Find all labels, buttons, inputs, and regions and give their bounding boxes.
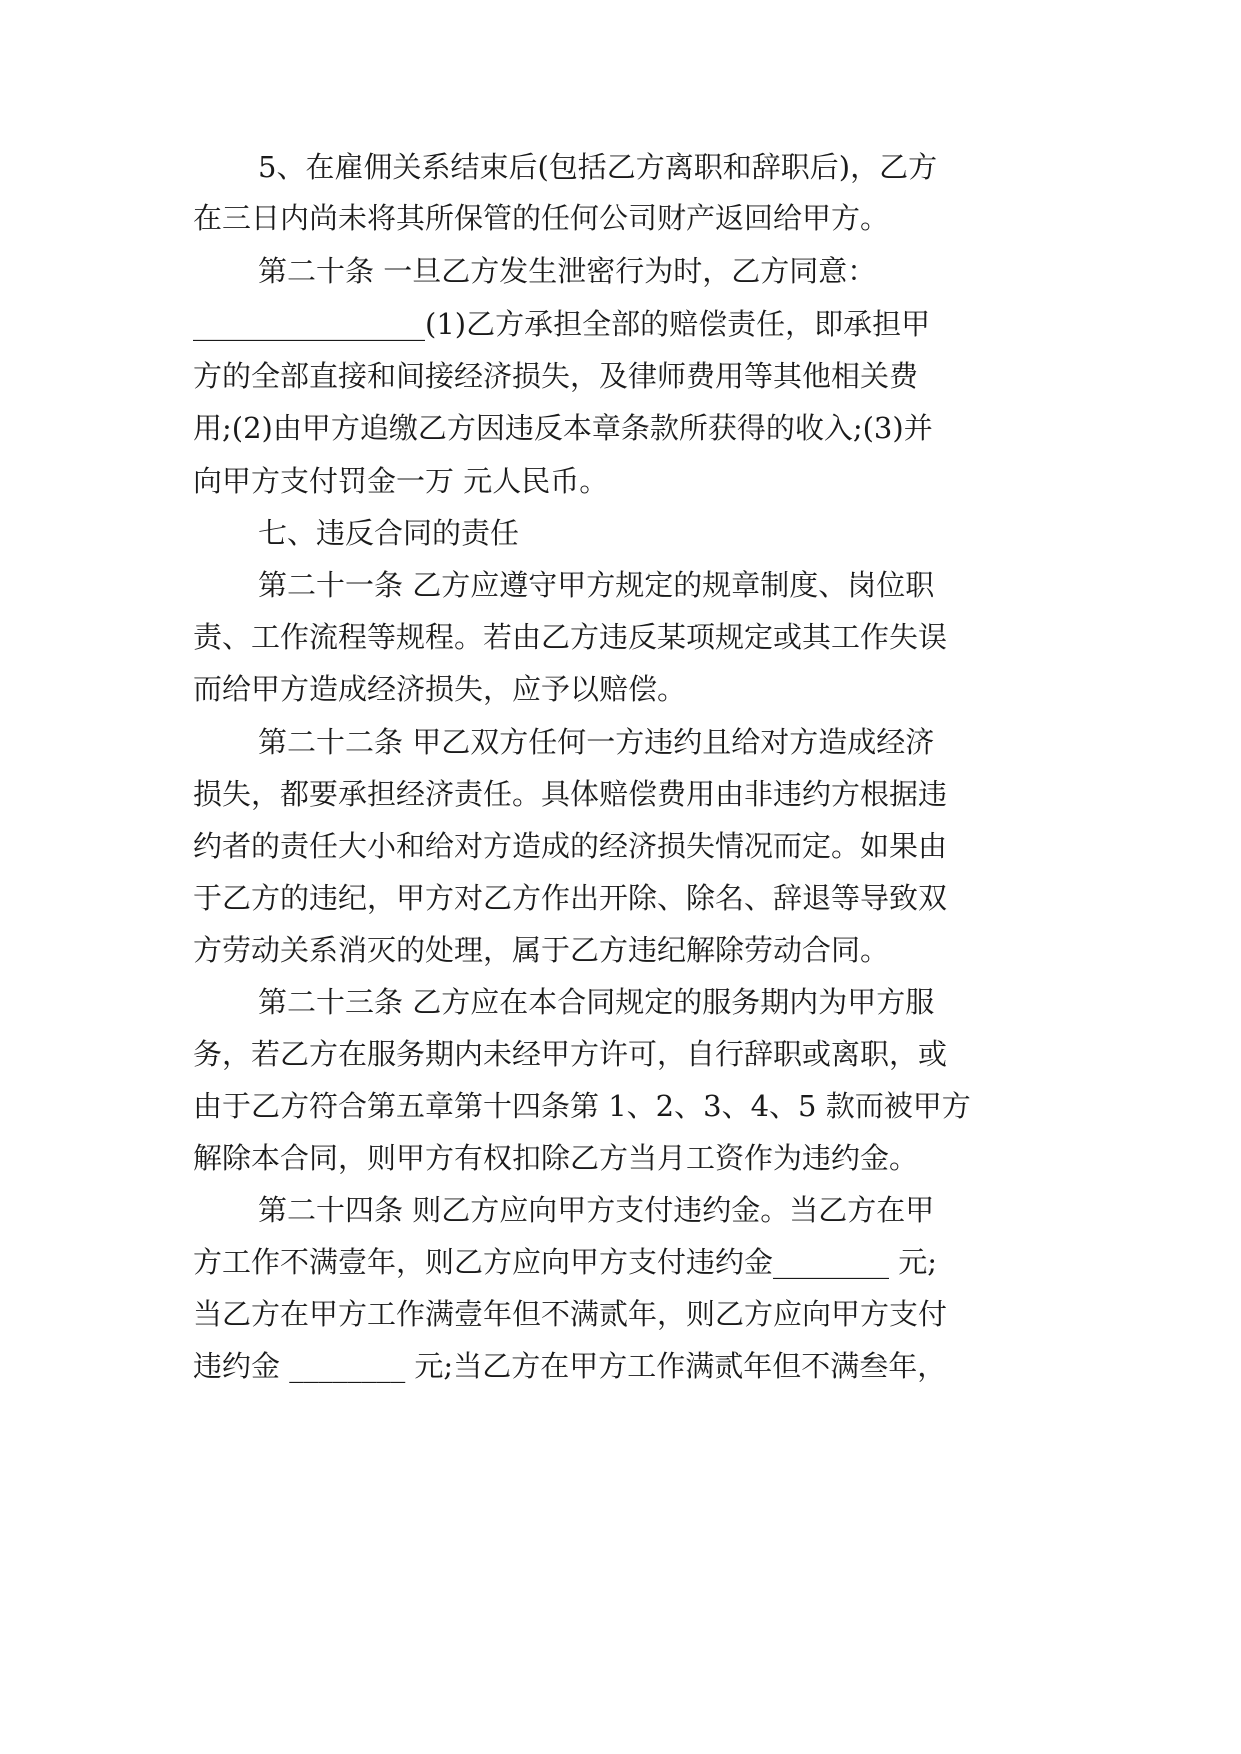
text-line-21: 第二十四条 则乙方应向甲方支付违约金。当乙方在甲 (258, 1193, 935, 1227)
text-line-12: 第二十二条 甲乙双方任何一方违约且给对方造成经济 (258, 725, 935, 759)
text-line-4: ________________(1)乙方承担全部的赔偿责任，即承担甲 (193, 307, 931, 341)
text-line-9: 第二十一条 乙方应遵守甲方规定的规章制度、岗位职 (258, 568, 935, 602)
text-line-23: 当乙方在甲方工作满壹年但不满贰年，则乙方应向甲方支付 (193, 1297, 948, 1331)
text-line-22: 方工作不满壹年，则乙方应向甲方支付违约金________ 元; (193, 1245, 937, 1279)
text-line-5: 方的全部直接和间接经济损失，及律师费用等其他相关费 (193, 359, 919, 393)
text-line-6: 用;(2)由甲方追缴乙方因违反本章条款所获得的收入;(3)并 (193, 411, 933, 445)
text-line-16: 方劳动关系消灭的处理，属于乙方违纪解除劳动合同。 (193, 933, 890, 967)
text-line-1: 5、在雇佣关系结束后(包括乙方离职和辞职后)，乙方 (258, 150, 938, 184)
section-heading: 七、违反合同的责任 (258, 516, 520, 550)
text-line-17: 第二十三条 乙方应在本合同规定的服务期内为甲方服 (258, 985, 935, 1019)
text-line-13: 损失，都要承担经济责任。具体赔偿费用由非违约方根据违 (193, 777, 948, 811)
text-line-2: 在三日内尚未将其所保管的任何公司财产返回给甲方。 (193, 201, 890, 235)
text-line-7: 向甲方支付罚金一万 元人民币。 (193, 464, 609, 498)
text-line-3: 第二十条 一旦乙方发生泄密行为时，乙方同意： (258, 254, 877, 288)
text-line-15: 于乙方的违纪，甲方对乙方作出开除、除名、辞退等导致双 (193, 881, 948, 915)
text-line-19: 由于乙方符合第五章第十四条第 1、2、3、4、5 款而被甲方 (193, 1089, 971, 1123)
text-line-14: 约者的责任大小和给对方造成的经济损失情况而定。如果由 (193, 829, 948, 863)
text-line-10: 责、工作流程等规程。若由乙方违反某项规定或其工作失误 (193, 620, 948, 654)
text-line-18: 务，若乙方在服务期内未经甲方许可，自行辞职或离职，或 (193, 1037, 948, 1071)
text-line-20: 解除本合同，则甲方有权扣除乙方当月工资作为违约金。 (193, 1141, 919, 1175)
text-line-24: 违约金 ________ 元;当乙方在甲方工作满贰年但不满叁年， (193, 1349, 947, 1383)
text-line-11: 而给甲方造成经济损失，应予以赔偿。 (193, 672, 687, 706)
